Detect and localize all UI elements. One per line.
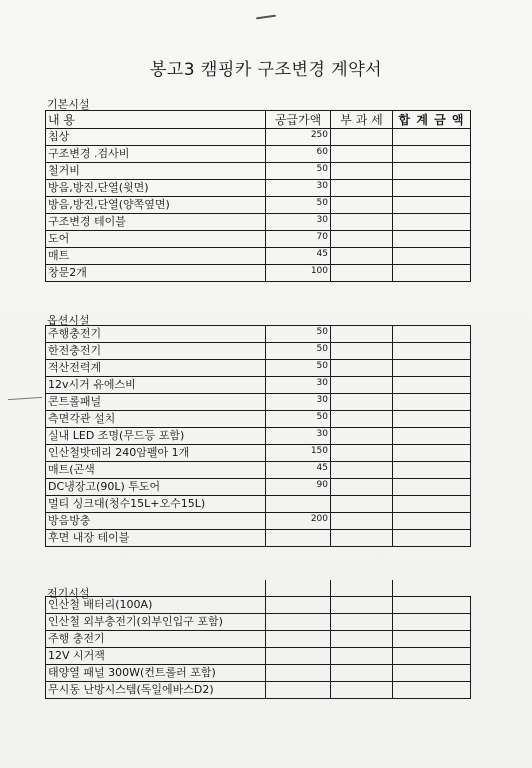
total-cell [393,428,471,445]
total-cell [393,665,471,682]
total-cell [393,326,471,343]
item-name: 인산철 외부충전기(외부인입구 포함) [46,614,266,631]
supply-value [266,530,331,547]
document-title: 봉고3 캠핑카 구조변경 계약서 [149,60,383,80]
vat-cell [331,394,393,411]
item-name: 인산철 배터리(100A) [46,597,266,614]
total-cell [393,248,471,265]
electrical-facilities-table [45,580,471,699]
item-name: 주행충전기 [46,326,266,343]
table-row [46,146,471,163]
item-name: 무시동 난방시스템(독일에바스D2) [46,682,266,699]
table-row [46,326,471,343]
vat-cell [331,496,393,513]
vat-cell [331,180,393,197]
table-row [46,343,471,360]
supply-value: 60 [266,146,331,163]
section-label-options: 옵션시설 [47,314,90,327]
table-row [46,214,471,231]
item-name [46,580,266,597]
total-cell [393,580,471,597]
supply-value: 200 [266,513,331,530]
table-row [46,129,471,146]
vat-cell [331,479,393,496]
total-cell [393,197,471,214]
table-row [46,665,471,682]
total-cell [393,496,471,513]
table-row [46,496,471,513]
vat-cell [331,445,393,462]
vat-cell [331,597,393,614]
vat-cell [331,129,393,146]
vat-cell [331,530,393,547]
item-name: 12v시거 유에스비 [46,377,266,394]
header-row [46,111,471,129]
table-row [46,265,471,282]
table-row [46,513,471,530]
vat-cell [331,428,393,445]
supply-value [266,682,331,699]
total-cell [393,614,471,631]
supply-value: 45 [266,462,331,479]
vat-cell [331,614,393,631]
table-row [46,197,471,214]
table-row [46,597,471,614]
total-cell [393,513,471,530]
item-name: 인산철밧데리 240암펠아 1개 [46,445,266,462]
section-label-basic: 기본시설 [47,98,90,111]
item-name: 창문2개 [46,265,266,282]
supply-value: 90 [266,479,331,496]
vat-cell [331,682,393,699]
table-row [46,411,471,428]
total-cell [393,163,471,180]
total-cell [393,394,471,411]
vat-cell [331,343,393,360]
table-row [46,648,471,665]
total-cell [393,343,471,360]
table-row [46,479,471,496]
total-cell [393,445,471,462]
vat-cell [331,265,393,282]
item-name: 측면각관 설치 [46,411,266,428]
option-facilities-table [45,325,471,547]
total-cell [393,265,471,282]
supply-value [266,648,331,665]
supply-value [266,631,331,648]
supply-value [266,597,331,614]
vat-cell [331,665,393,682]
vat-cell [331,631,393,648]
item-name: 매트(곤색 [46,462,266,479]
vat-cell [331,146,393,163]
supply-value [266,496,331,513]
vat-cell [331,580,393,597]
supply-value: 50 [266,326,331,343]
table-row [46,530,471,547]
total-cell [393,360,471,377]
item-name: 방음방충 [46,513,266,530]
pen-mark [256,15,276,20]
total-cell [393,682,471,699]
table-row [46,377,471,394]
supply-value: 45 [266,248,331,265]
table-row [46,180,471,197]
basic-facilities-table [45,110,471,282]
supply-value: 50 [266,343,331,360]
section-label-electrical: 전기시설 [47,587,90,600]
table-row [46,163,471,180]
item-name: 실내 LED 조명(무드등 포함) [46,428,266,445]
vat-cell [331,462,393,479]
supply-value: 100 [266,265,331,282]
supply-value: 30 [266,180,331,197]
total-cell [393,631,471,648]
total-cell [393,231,471,248]
item-name: 방음,방진,단열(윗면) [46,180,266,197]
total-cell [393,214,471,231]
table-row [46,614,471,631]
pencil-mark [8,397,42,400]
item-name: 매트 [46,248,266,265]
total-cell [393,411,471,428]
supply-value: 30 [266,394,331,411]
supply-value [266,614,331,631]
total-cell [393,180,471,197]
item-name: 구조변경 테이블 [46,214,266,231]
item-name: 12V 시거잭 [46,648,266,665]
supply-value: 50 [266,163,331,180]
table-row [46,394,471,411]
table-row [46,248,471,265]
total-cell [393,129,471,146]
table-row [46,231,471,248]
total-cell [393,597,471,614]
item-name: 적산전력계 [46,360,266,377]
supply-value: 70 [266,231,331,248]
vat-cell [331,231,393,248]
total-cell [393,146,471,163]
vat-cell [331,248,393,265]
total-cell [393,530,471,547]
item-name: 철거비 [46,163,266,180]
supply-value [266,580,331,597]
supply-value: 250 [266,129,331,146]
total-cell [393,377,471,394]
item-name: 구조변경 .검사비 [46,146,266,163]
supply-value: 30 [266,377,331,394]
supply-value: 50 [266,411,331,428]
item-name: 주행 충전기 [46,631,266,648]
vat-cell [331,326,393,343]
table-row [46,360,471,377]
vat-cell [331,214,393,231]
total-cell [393,648,471,665]
vat-cell [331,377,393,394]
vat-cell [331,197,393,214]
item-name: DC냉장고(90L) 투도어 [46,479,266,496]
column-header-vat: 부 과 세 [331,111,393,129]
item-name: 태양열 패널 300W(컨트롤러 포함) [46,665,266,682]
total-cell [393,479,471,496]
column-header-supply: 공급가액 [266,111,331,129]
item-name: 콘트롤패널 [46,394,266,411]
table-row [46,428,471,445]
vat-cell [331,513,393,530]
vat-cell [331,360,393,377]
item-name: 침상 [46,129,266,146]
supply-value: 150 [266,445,331,462]
table-row [46,445,471,462]
supply-value: 30 [266,214,331,231]
item-name: 도어 [46,231,266,248]
supply-value [266,665,331,682]
item-name: 멀티 싱크대(청수15L+오수15L) [46,496,266,513]
supply-value: 50 [266,197,331,214]
column-header-item: 내 용 [46,111,266,129]
supply-value: 30 [266,428,331,445]
table-row [46,462,471,479]
vat-cell [331,411,393,428]
total-cell [393,462,471,479]
vat-cell [331,648,393,665]
vat-cell [331,163,393,180]
column-header-total: 합 계 금 액 [393,111,471,129]
supply-value: 50 [266,360,331,377]
table-row [46,682,471,699]
item-name: 후면 내장 테이블 [46,530,266,547]
item-name: 한전충전기 [46,343,266,360]
item-name: 방음,방진,단열(양쪽옆면) [46,197,266,214]
table-row [46,580,471,597]
table-row [46,631,471,648]
